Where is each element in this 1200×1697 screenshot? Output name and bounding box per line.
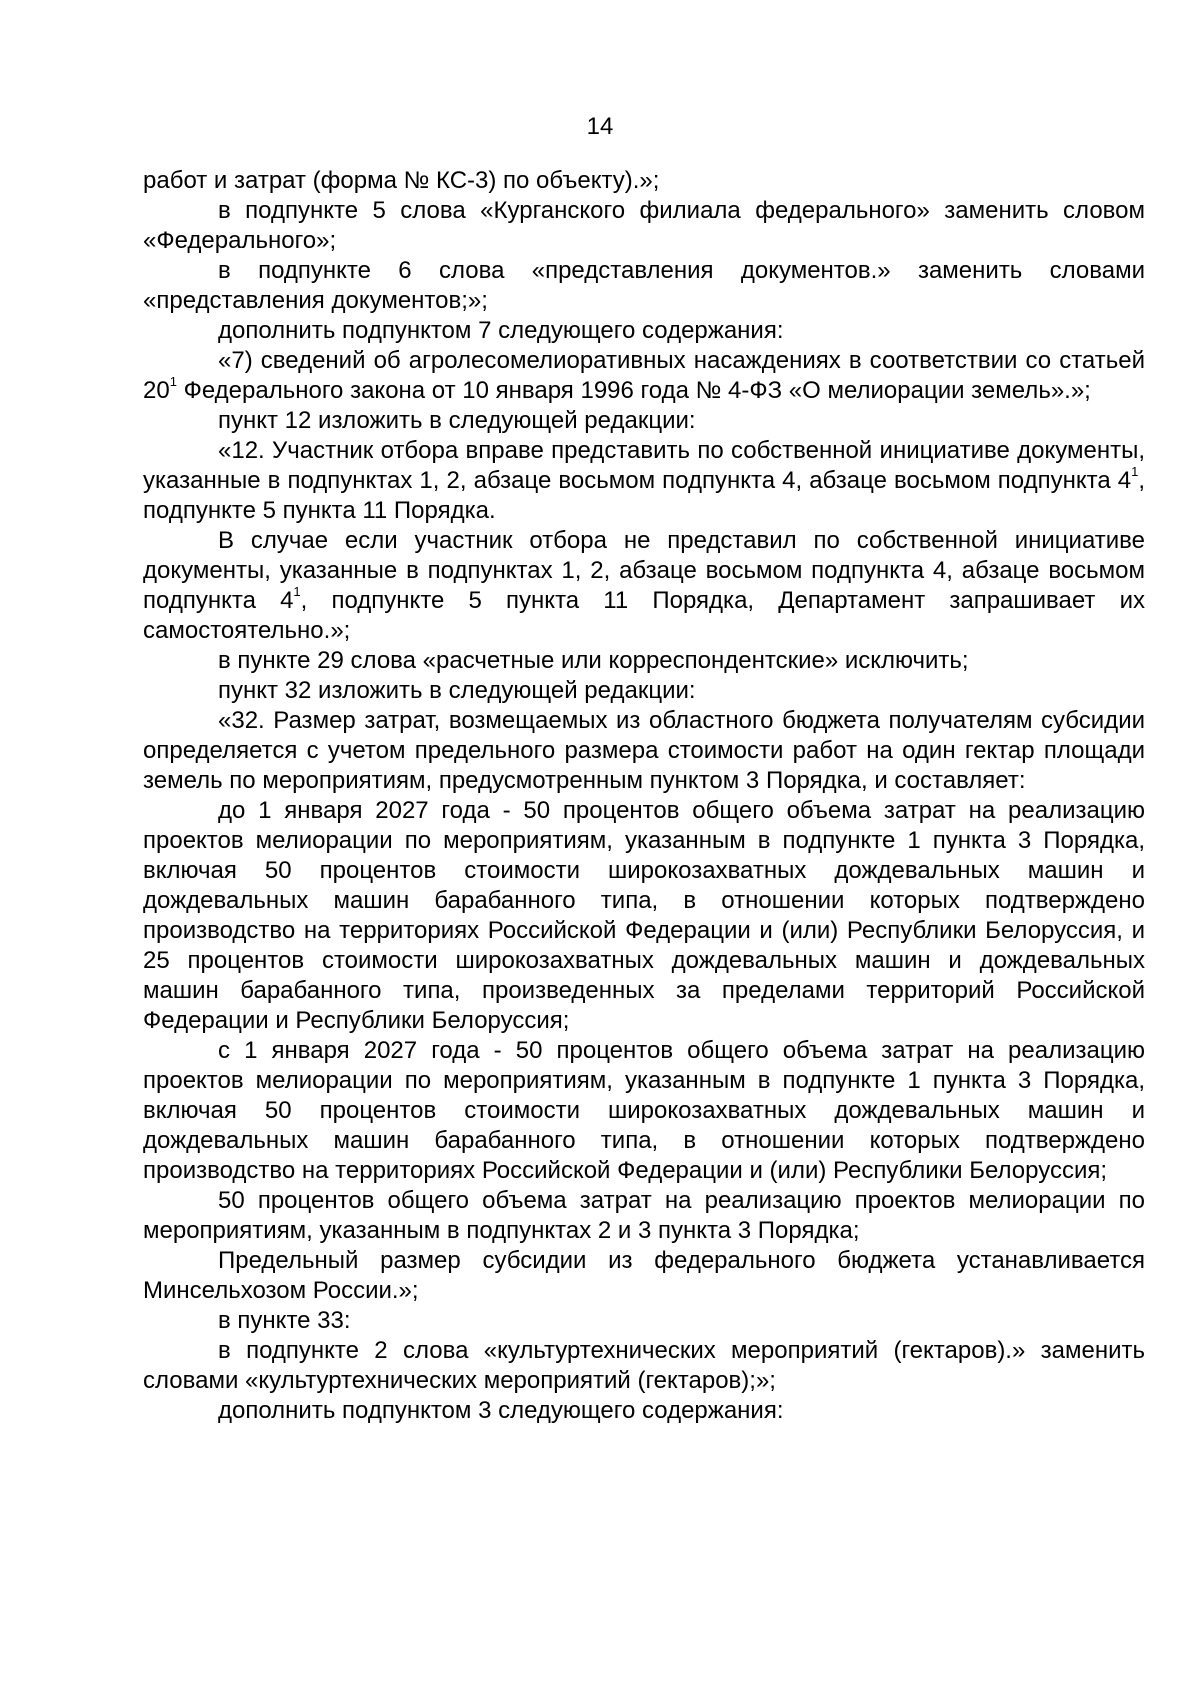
paragraph: в пункте 29 слова «расчетные или корреспондентские» исключить; <box>218 647 969 674</box>
paragraph: в подпункте 2 слова «культуртехнических мероприятий (гектаров).» заменить словами «культуртехнических мероприятий (гектаров);»; <box>143 1337 1145 1394</box>
paragraph: в подпункте 5 слова «Курганского филиала федерального» заменить словом «Федерального»; <box>143 197 1145 254</box>
paragraph-text: , подпункте 5 пункта 11 Порядка. <box>143 467 1145 524</box>
paragraph: в пункте 33: <box>218 1307 351 1334</box>
paragraph: Предельный размер субсидии из федерального бюджета устанавливается Минсельхозом России.»; <box>143 1247 1145 1304</box>
paragraph: до 1 января 2027 года - 50 процентов общего объема затрат на реализацию проектов мелиорации по мероприятиям, указанным в подпункте 1 пункта 3 Порядка, включая 50 процентов стоимости широкозахватных дождевальных машин и дождевальных машин барабанного типа, в отношении которых подтверждено производство на территориях Российской Федерации и (или) Республики Белоруссия, и 25 процентов стоимости широкозахватных дождевальных машин и дождевальных машин барабанного типа, произведенных за пределами территорий Российской Федерации и Республики Белоруссия; <box>143 797 1145 1034</box>
paragraph: дополнить подпунктом 3 следующего содержания: <box>218 1397 784 1424</box>
paragraph: работ и затрат (форма № КС-3) по объекту).»; <box>143 167 660 194</box>
paragraph: в подпункте 6 слова «представления документов.» заменить словами «представления документов;»; <box>143 257 1145 314</box>
paragraph: пункт 32 изложить в следующей редакции: <box>218 677 696 704</box>
paragraph: с 1 января 2027 года - 50 процентов общего объема затрат на реализацию проектов мелиорации по мероприятиям, указанным в подпункте 1 пункта 3 Порядка, включая 50 процентов стоимости широкозахватных дождевальных машин и дождевальных машин барабанного типа, в отношении которых подтверждено производство на территориях Российской Федерации и (или) Республики Белоруссия; <box>143 1037 1145 1184</box>
paragraph: пункт 12 изложить в следующей редакции: <box>218 407 696 434</box>
superscript: 1 <box>1131 464 1139 479</box>
paragraph: 50 процентов общего объема затрат на реализацию проектов мелиорации по мероприятиям, указанным в подпунктах 2 и 3 пункта 3 Порядка; <box>143 1187 1145 1244</box>
paragraph-text: В случае если участник отбора не представил по собственной инициативе документы, указанные в подпунктах 1, 2, абзаце восьмом подпункта 4, абзаце восьмом подпункта 4 <box>143 527 1145 614</box>
paragraph <box>143 346 1145 406</box>
paragraph: «32. Размер затрат, возмещаемых из областного бюджета получателям субсидии определяется с учетом предельного размера стоимости работ на один гектар площади земель по мероприятиям, предусмотренным пунктом 3 Порядка, и составляет: <box>143 707 1145 794</box>
paragraph: дополнить подпунктом 7 следующего содержания: <box>218 317 784 344</box>
page-number: 14 <box>586 113 614 140</box>
paragraph <box>143 436 1145 526</box>
paragraph-text: , подпункте 5 пункта 11 Порядка, Департамент запрашивает их самостоятельно.»; <box>143 587 1145 644</box>
paragraph-text: Федерального закона от 10 января 1996 года № 4-ФЗ «О мелиорации земель».»; <box>176 377 1091 404</box>
paragraph-text: «12. Участник отбора вправе представить по собственной инициативе документы, указанные в подпунктах 1, 2, абзаце восьмом подпункта 4, абзаце восьмом подпункта 4 <box>143 437 1145 494</box>
superscript: 1 <box>293 584 301 599</box>
superscript: 1 <box>169 374 177 389</box>
paragraph-text: «7) сведений об агролесомелиоративных насаждениях в соответствии со статьей 20 <box>143 347 1145 404</box>
document-body <box>143 166 1145 1426</box>
paragraph <box>143 526 1145 646</box>
